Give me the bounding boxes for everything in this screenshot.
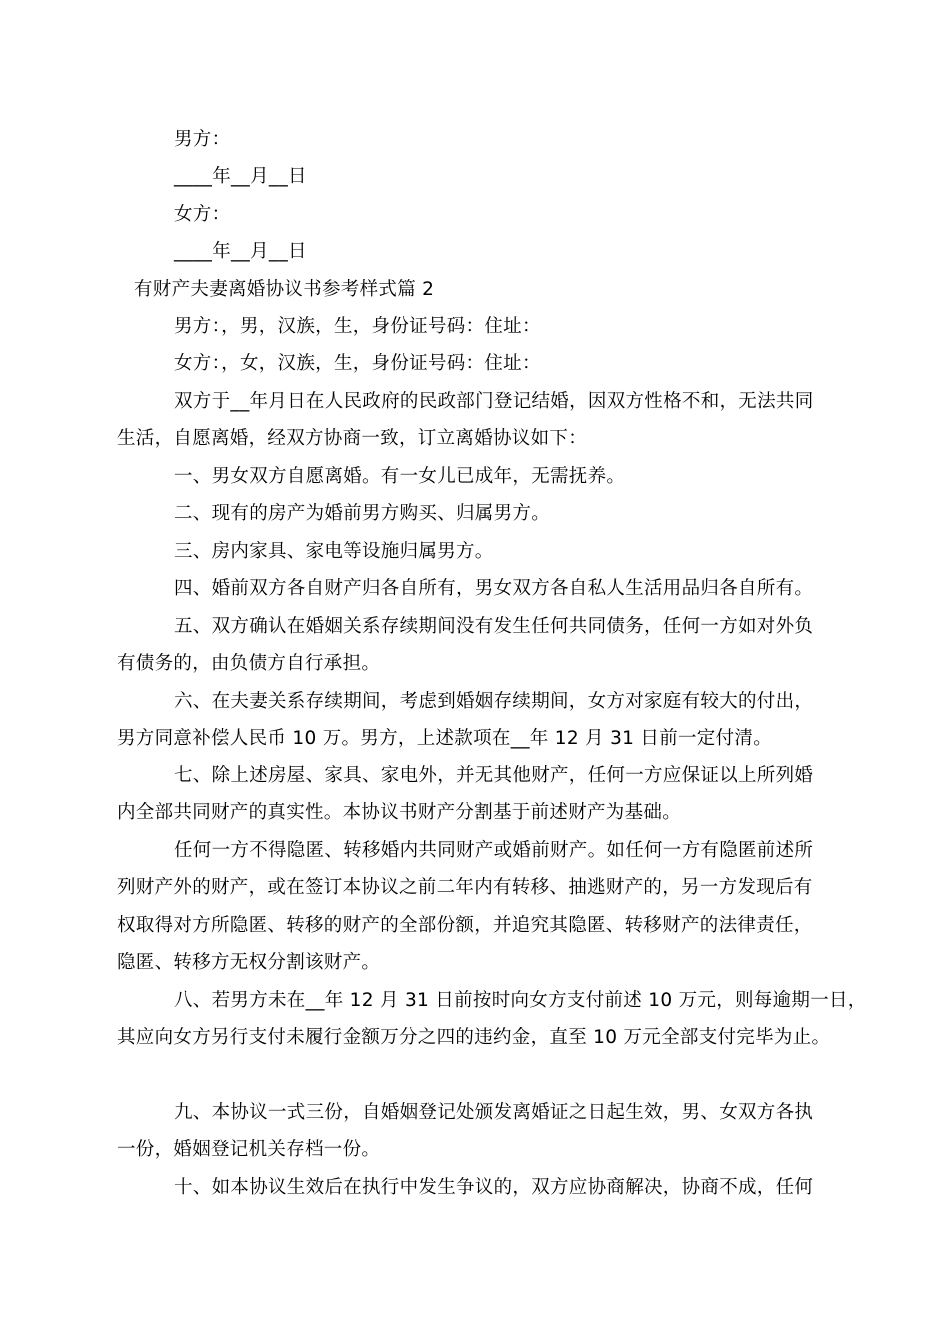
clause-5-line-1: 五、双方确认在婚姻关系存续期间没有发生任何共同债务，任何一方如对外负 <box>174 616 814 637</box>
intro-line-2: 生活，自愿离婚，经双方协商一致，订立离婚协议如下： <box>117 428 588 449</box>
male-party-info: 男方：，男，汉族，生，身份证号码：住址： <box>174 316 541 337</box>
clause-7b-line-4: 隐匿、转移方无权分割该财产。 <box>117 952 381 973</box>
clause-7-line-2: 内全部共同财产的真实性。本协议书财产分割基于前述财产为基础。 <box>117 802 682 823</box>
clause-9-line-1: 九、本协议一式三份，自婚姻登记处颁发离婚证之日起生效，男、女双方各执 <box>174 1102 814 1123</box>
female-signature-label: 女方： <box>174 204 231 225</box>
clause-3: 三、房内家具、家电等设施归属男方。 <box>174 541 494 562</box>
male-signature-label: 男方： <box>174 129 231 150</box>
clause-6-line-2: 男方同意补偿人民币 10 万。男方，上述款项在__年 12 月 31 日前一定付清。 <box>117 728 773 749</box>
clause-7b-line-3: 权取得对方所隐匿、转移的财产的全部份额，并追究其隐匿、转移财产的法律责任， <box>117 915 813 936</box>
male-signature-date: ____年__月__日 <box>174 166 307 187</box>
clause-7b-line-1: 任何一方不得隐匿、转移婚内共同财产或婚前财产。如任何一方有隐匿前述所 <box>174 840 814 861</box>
clause-4: 四、婚前双方各自财产归各自所有，男女双方各自私人生活用品归各自所有。 <box>174 578 814 599</box>
female-party-info: 女方：，女，汉族，生，身份证号码：住址： <box>174 353 541 374</box>
clause-8-line-2: 其应向女方另行支付未履行金额万分之四的违约金，直至 10 万元全部支付完毕为止。 <box>117 1027 831 1048</box>
clause-8-line-1: 八、若男方未在__年 12 月 31 日前按时向女方支付前述 10 万元，则每逾期一日， <box>174 990 867 1011</box>
clause-5-line-2: 有债务的，由负债方自行承担。 <box>117 653 381 674</box>
clause-6-line-1: 六、在夫妻关系存续期间，考虑到婚姻存续期间，女方对家庭有较大的付出， <box>174 691 814 712</box>
clause-7-line-1: 七、除上述房屋、家具、家电外，并无其他财产，任何一方应保证以上所列婚 <box>174 765 814 786</box>
clause-9-line-2: 一份，婚姻登记机关存档一份。 <box>117 1139 381 1160</box>
intro-line-1: 双方于__年月日在人民政府的民政部门登记结婚，因双方性格不和，无法共同 <box>174 391 814 412</box>
section-heading: 有财产夫妻离婚协议书参考样式篇 2 <box>134 279 435 300</box>
clause-10-line-1: 十、如本协议生效后在执行中发生争议的，双方应协商解决，协商不成，任何 <box>174 1177 814 1198</box>
female-signature-date: ____年__月__日 <box>174 241 307 262</box>
clause-7b-line-2: 列财产外的财产，或在签订本协议之前二年内有转移、抽逃财产的，另一方发现后有 <box>117 877 813 898</box>
clause-2: 二、现有的房产为婚前男方购买、归属男方。 <box>174 503 551 524</box>
clause-1: 一、男女双方自愿离婚。有一女儿已成年，无需抚养。 <box>174 466 626 487</box>
